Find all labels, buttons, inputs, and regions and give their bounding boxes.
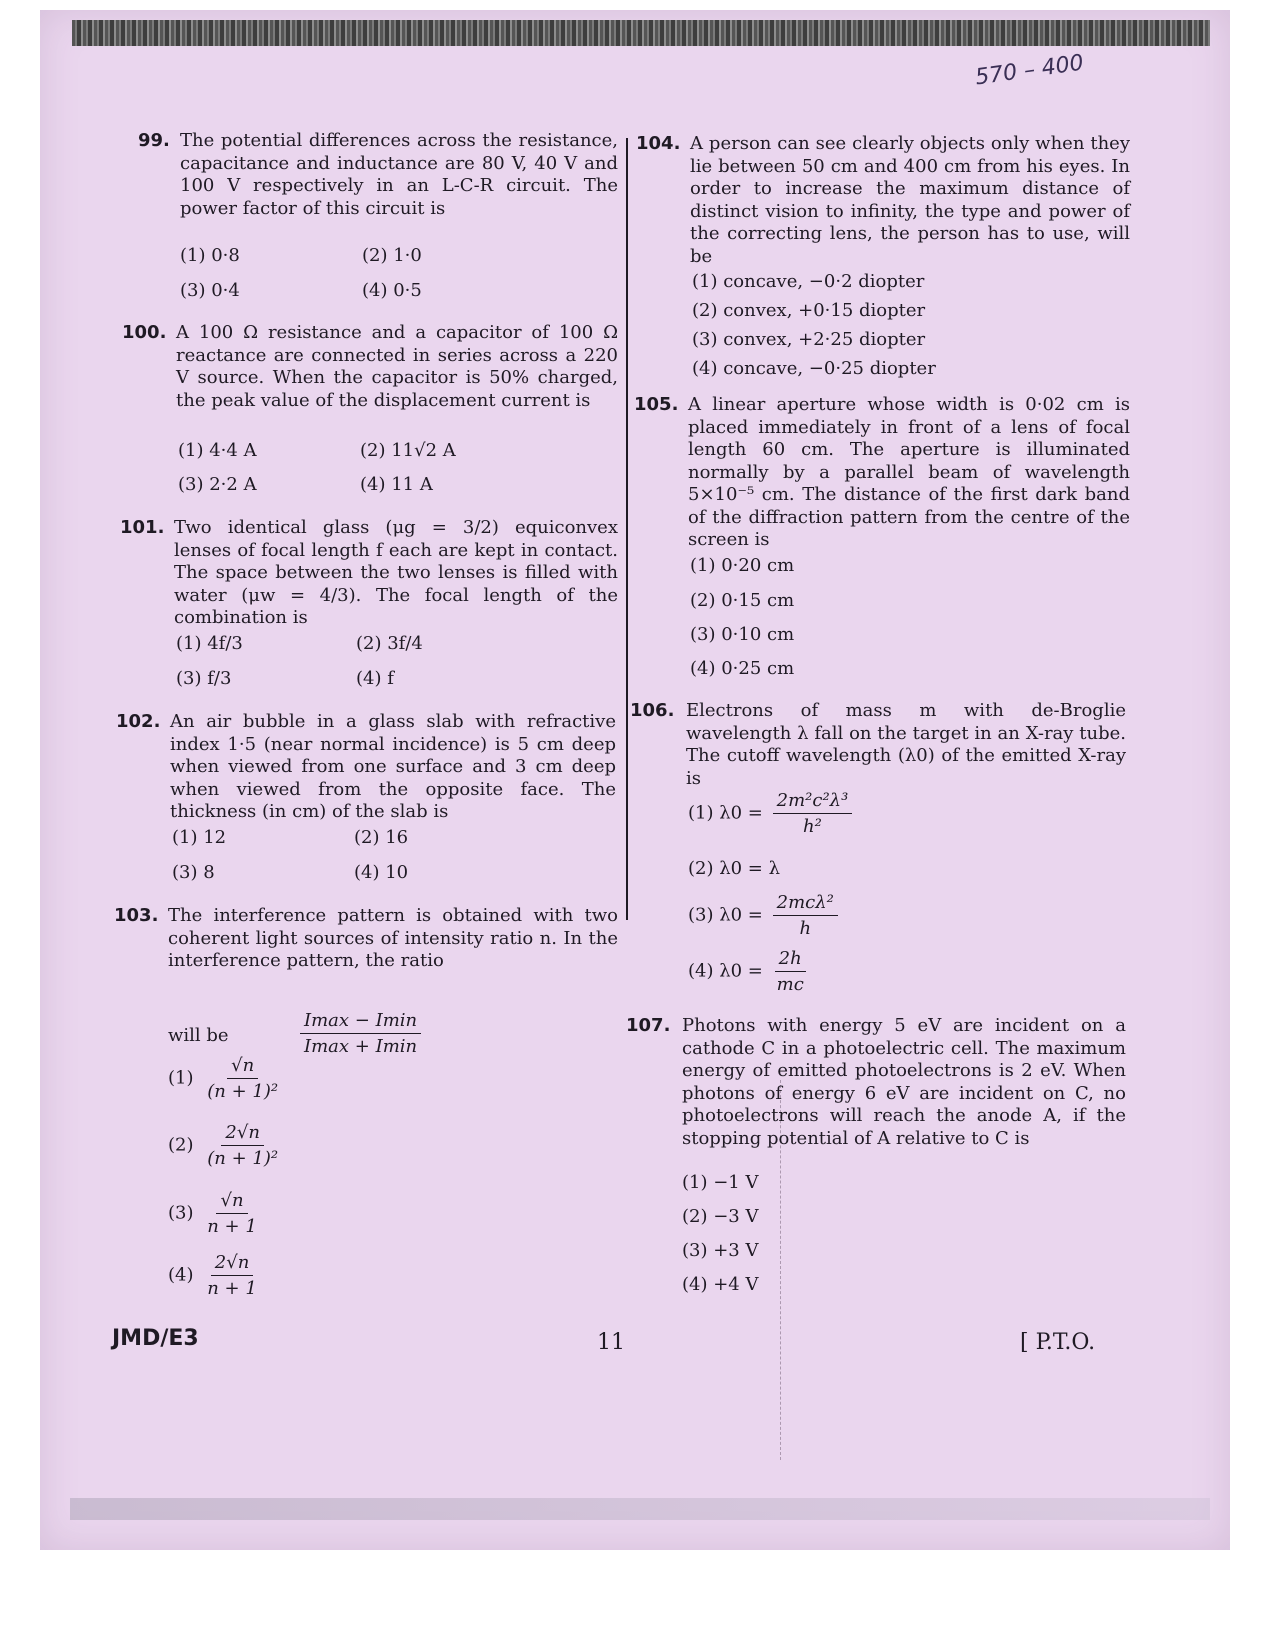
question-number: 107. — [626, 1015, 671, 1036]
question-text: A linear aperture whose width is 0·02 cm is placed immediately in front of a lens of focal length 60 cm. The aperture is illuminated normally by a parallel beam of wavelength 5×10⁻⁵ cm. The distance of the first dark band of the diffraction pattern from the centre of the screen is — [688, 394, 1130, 550]
option-1[interactable]: (1) concave, −0·2 diopter — [692, 271, 925, 292]
column-divider — [626, 138, 628, 920]
option-1[interactable]: (1) −1 V — [682, 1172, 759, 1193]
question-103 — [114, 905, 618, 973]
option-1[interactable]: (1) 0·8 — [180, 245, 240, 266]
option-fraction — [203, 1122, 282, 1169]
numerator: 2h — [775, 948, 806, 972]
booklet-code: JMD/E3 — [112, 1326, 199, 1351]
option-fraction — [203, 1190, 261, 1237]
ratio-denominator: Imax + Imin — [304, 1036, 418, 1057]
question-text: The potential differences across the resistance, capacitance and inductance are 80 V, 40 V and 100 V respectively in an L-C-R circuit. The power factor of this circuit is — [180, 130, 618, 219]
question-text: Electrons of mass m with de-Broglie wavelength λ fall on the target in an X-ray tube. The cutoff wavelength (λ0) of the emitted X-ray is — [686, 700, 1126, 789]
option-4[interactable] — [168, 1252, 265, 1299]
option-4[interactable]: (4) 11 A — [360, 474, 433, 495]
question-number: 106. — [630, 700, 675, 721]
question-number: 99. — [138, 130, 170, 151]
option-2[interactable]: (2) 16 — [354, 827, 409, 848]
option-label: (2) — [168, 1134, 194, 1156]
option-fraction — [773, 948, 808, 995]
scan-bottom-band — [70, 1498, 1210, 1520]
ratio-numerator: Imax − Imin — [300, 1010, 421, 1034]
question-text: Two identical glass (μg = 3/2) equiconvex lenses of focal length f each are kept in contact. The space between the two lenses is filled with water (μw = 4/3). The focal length of the combination is — [174, 517, 618, 628]
denominator: (n + 1)² — [207, 1148, 279, 1169]
question-number: 105. — [634, 394, 679, 415]
question-99 — [138, 130, 618, 220]
question-text: A 100 Ω resistance and a capacitor of 100 Ω reactance are connected in series across a 220 V source. When the capacitor is 50% charged, the peak value of the displacement current is — [176, 322, 618, 411]
question-105 — [634, 394, 1130, 552]
option-4[interactable] — [688, 948, 812, 995]
numerator: √n — [227, 1055, 258, 1079]
option-fraction — [773, 790, 853, 837]
numerator: 2mcλ² — [773, 892, 838, 916]
option-2[interactable] — [168, 1122, 286, 1169]
question-104 — [636, 133, 1130, 268]
option-3[interactable]: (3) +3 V — [682, 1240, 759, 1261]
question-text: An air bubble in a glass slab with refractive index 1·5 (near normal incidence) is 5 cm deep when viewed from one surface and 3 cm deep when viewed from the opposite face. The thickness (in cm) of the slab is — [170, 711, 616, 822]
denominator: (n + 1)² — [207, 1081, 279, 1102]
option-4[interactable]: (4) +4 V — [682, 1274, 759, 1295]
numerator: √n — [216, 1190, 247, 1214]
option-2[interactable]: (2) convex, +0·15 diopter — [692, 300, 926, 321]
option-1[interactable] — [688, 790, 856, 837]
option-4[interactable]: (4) 0·25 cm — [690, 658, 795, 679]
option-4[interactable]: (4) 10 — [354, 862, 409, 883]
option-1[interactable]: (1) 4f/3 — [176, 633, 243, 654]
denominator: n + 1 — [207, 1216, 257, 1237]
option-3[interactable]: (3) 8 — [172, 862, 215, 883]
option-2[interactable]: (2) 0·15 cm — [690, 590, 795, 611]
question-tail: will be — [168, 1025, 229, 1046]
option-label: (3) λ0 = — [688, 904, 763, 926]
option-4[interactable]: (4) concave, −0·25 diopter — [692, 358, 936, 379]
page-number: 11 — [597, 1330, 625, 1355]
scan-header-bar — [72, 20, 1210, 46]
question-106 — [630, 700, 1126, 790]
handwritten-note: 570 – 400 — [973, 50, 1086, 91]
option-3[interactable]: (3) convex, +2·25 diopter — [692, 329, 926, 350]
question-number: 104. — [636, 133, 681, 154]
numerator: 2m²c²λ³ — [773, 790, 853, 814]
please-turn-over: [ P.T.O. — [1020, 1330, 1096, 1355]
denominator: h — [799, 918, 812, 939]
intensity-ratio-fraction — [300, 1010, 421, 1057]
option-1[interactable]: (1) 0·20 cm — [690, 555, 795, 576]
question-number: 103. — [114, 905, 159, 926]
option-2[interactable]: (2) 11√2 A — [360, 440, 456, 461]
option-label: (1) — [168, 1067, 194, 1089]
question-101 — [120, 517, 618, 630]
numerator: 2√n — [221, 1122, 264, 1146]
option-2[interactable]: (2) 1·0 — [362, 245, 422, 266]
option-label: (1) λ0 = — [688, 802, 763, 824]
option-label: (4) λ0 = — [688, 960, 763, 982]
option-3[interactable] — [688, 892, 842, 939]
option-4[interactable]: (4) f — [356, 668, 394, 689]
denominator: n + 1 — [207, 1278, 257, 1299]
option-3[interactable]: (3) 0·10 cm — [690, 624, 795, 645]
option-fraction — [773, 892, 838, 939]
option-label: (3) — [168, 1202, 194, 1224]
option-3[interactable]: (3) f/3 — [176, 668, 232, 689]
question-text: The interference pattern is obtained with two coherent light sources of intensity ratio n. In the interference pattern, the ratio — [168, 905, 618, 971]
option-4[interactable]: (4) 0·5 — [362, 280, 422, 301]
option-2[interactable] — [688, 858, 780, 879]
question-100 — [122, 322, 618, 412]
question-text: A person can see clearly objects only when they lie between 50 cm and 400 cm from his eyes. In order to increase the maximum distance of distinct vision to infinity, the type and power of the correcting lens, the person has to use, will be — [690, 133, 1130, 267]
option-1[interactable]: (1) 12 — [172, 827, 227, 848]
option-fraction — [203, 1055, 282, 1102]
option-2[interactable]: (2) 3f/4 — [356, 633, 423, 654]
option-1[interactable] — [168, 1055, 286, 1102]
option-1[interactable]: (1) 4·4 A — [178, 440, 257, 461]
option-3[interactable]: (3) 0·4 — [180, 280, 240, 301]
question-text: Photons with energy 5 eV are incident on a cathode C in a photoelectric cell. The maximum energy of emitted photoelectrons is 2 eV. When photons of energy 6 eV are incident on C, no photoelectrons will reach the anode A, if the stopping potential of A relative to C is — [682, 1015, 1126, 1149]
question-number: 101. — [120, 517, 165, 538]
option-label: (4) — [168, 1264, 194, 1286]
option-fraction — [203, 1252, 261, 1299]
question-number: 102. — [116, 711, 161, 732]
numerator: 2√n — [211, 1252, 254, 1276]
option-3[interactable]: (3) 2·2 A — [178, 474, 257, 495]
option-2[interactable]: (2) −3 V — [682, 1206, 759, 1227]
question-102 — [116, 711, 616, 824]
denominator: h² — [803, 816, 822, 837]
question-number: 100. — [122, 322, 167, 343]
option-3[interactable] — [168, 1190, 265, 1237]
denominator: mc — [776, 974, 804, 995]
question-107 — [626, 1015, 1126, 1150]
option-label: (2) λ0 = λ — [688, 858, 781, 879]
